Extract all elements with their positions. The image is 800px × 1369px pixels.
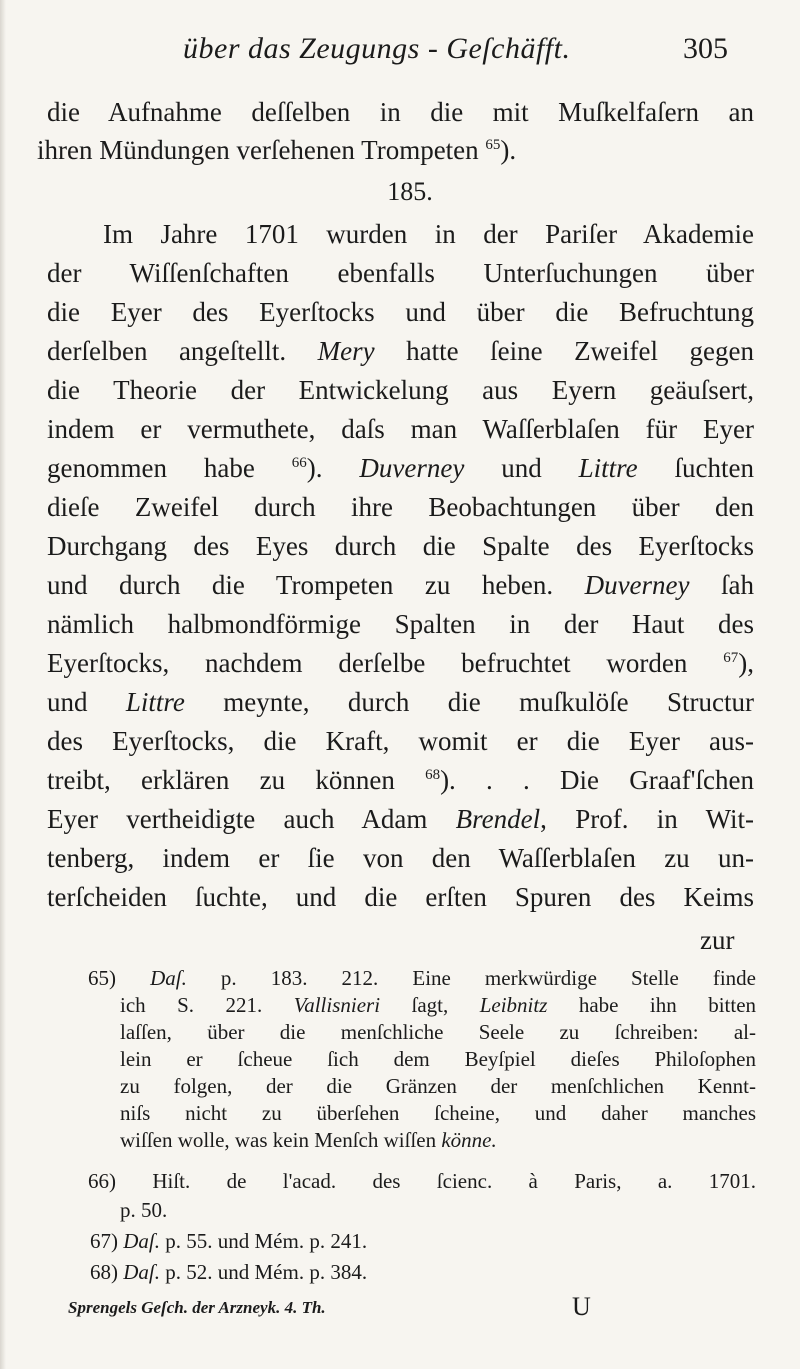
text-line: indem er vermuthete, daſs man Waſſerblaſen für Eyer	[47, 414, 754, 444]
text-line: derſelben angeſtellt. Mery hatte ſeine Zweifel gegen	[47, 336, 754, 366]
person-name: Duverney	[359, 453, 465, 483]
footnote-line: zu folgen, der die Gränzen der menſchlichen Kennt-	[120, 1074, 756, 1098]
footnote-ref: 67	[723, 650, 739, 666]
text-line: tenberg, indem er ſie von den Waſſerblaſen zu un-	[47, 843, 754, 873]
text-line: Eyer vertheidigte auch Adam Brendel, Prof. in Wit-	[47, 804, 755, 834]
person-name: Duverney	[584, 570, 690, 600]
footnote-68: 68) Daſ. p. 52. und Mém. p. 384.	[90, 1260, 368, 1284]
footnote-line: laſſen, über die menſchliche Seele zu ſchreiben: al-	[120, 1020, 756, 1044]
text-line: ihren Mündungen verſehenen Trompeten $^{65}$).	[37, 135, 517, 165]
footnote-67: 67) Daſ. p. 55. und Mém. p. 241.	[90, 1229, 368, 1253]
footnote-ref: 65	[485, 137, 501, 153]
footnote-66: 66) Hiſt. de l'acad. des ſcienc. à Paris, a. 1701.	[88, 1169, 756, 1193]
text-line: Durchgang des Eyes durch die Spalte des Eyerſtocks	[47, 531, 754, 561]
footnote-line: lein er ſcheue ſich dem Beyſpiel dieſes Philoſophen	[120, 1047, 756, 1071]
footnote-line: niſs nicht zu überſehen ſcheine, und daher manches	[120, 1101, 756, 1125]
catchword: zur	[700, 925, 735, 955]
page-header	[0, 32, 800, 72]
person-name: Littre	[125, 687, 185, 717]
page-number: 305	[683, 32, 728, 65]
footnote-ref: 68	[425, 767, 441, 783]
footnote-line: wiſſen wolle, was kein Menſch wiſſen könne.	[120, 1128, 497, 1152]
text-line: terſcheiden ſuchte, und die erſten Spuren des Keims	[47, 882, 754, 912]
text-line: dieſe Zweifel durch ihre Beobachtungen über den	[47, 492, 754, 522]
footnote-ref: 66	[291, 455, 307, 471]
text-line: Eyerſtocks, nachdem derſelbe befruchtet worden $^{67}$),	[47, 648, 754, 678]
text-line: genommen habe $^{66}$). Duverney und Littre ſuchten	[47, 453, 754, 483]
text-line: Im Jahre 1701 wurden in der Pariſer Akademie	[103, 219, 754, 249]
signature-letter: U	[572, 1292, 591, 1321]
text-line: die Eyer des Eyerſtocks und über die Befruchtung	[47, 297, 754, 327]
person-name: Mery	[317, 336, 375, 366]
person-name: Littre	[578, 453, 638, 483]
text-line: treibt, erklären zu können $^{68}$). . . Die Graaf'ſchen	[47, 765, 754, 795]
text-line: nämlich halbmondförmige Spalten in der Haut des	[47, 609, 754, 639]
section-number: 185.	[387, 177, 433, 206]
signature-text: Sprengels Geſch. der Arzneyk. 4. Th.	[68, 1298, 326, 1317]
text-line: des Eyerſtocks, die Kraft, womit er die Eyer aus-	[47, 726, 754, 756]
text-line: und durch die Trompeten zu heben. Duverney ſah	[47, 570, 755, 600]
footnote-65: 65) Daſ. p. 183. 212. Eine merkwürdige Stelle finde	[88, 966, 757, 990]
text-line: der Wiſſenſchaften ebenfalls Unterſuchungen über	[47, 258, 754, 288]
text-line: und Littre meynte, durch die muſkulöſe Structur	[47, 687, 755, 717]
person-name: Brendel	[455, 804, 541, 834]
footnote-line: p. 50.	[120, 1198, 168, 1222]
running-title: über das Zeugungs - Geſchäfft.	[183, 32, 571, 65]
footnote-line: ich S. 221. Vallisnieri ſagt, Leibnitz habe ihn bitten	[120, 993, 757, 1017]
printer-signature	[0, 1292, 800, 1328]
text-line: die Theorie der Entwickelung aus Eyern geäuſsert,	[47, 375, 754, 405]
text-line: die Aufnahme deſſelben in die mit Muſkelfaſern an	[47, 97, 754, 127]
